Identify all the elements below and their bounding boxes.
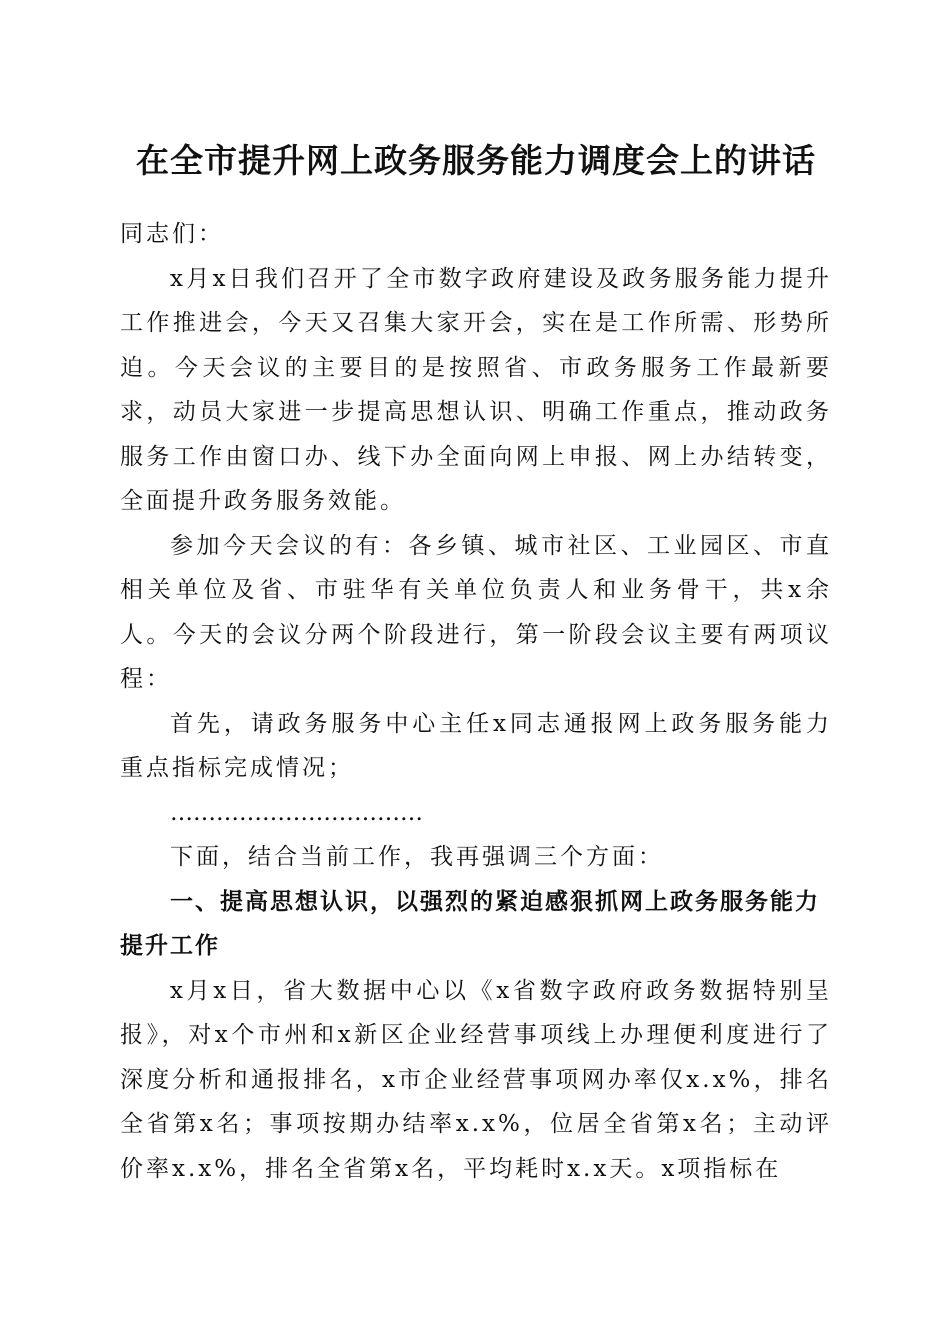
salutation: 同志们： [120, 221, 224, 247]
section-heading-1: 一、提高思想认识，以强烈的紧迫感狠抓网上政务服务能力提升工作 [120, 888, 820, 959]
ellipsis-line: …………………………… [170, 799, 423, 826]
paragraph-agenda-first: 首先，请政务服务中心主任x同志通报网上政务服务能力重点指标完成情况； [120, 710, 832, 781]
paragraph-section-1: x月x日，省大数据中心以《x省数字政府政务数据特别呈报》，对x个市州和x新区企业经营事项线上办理便利度进行了深度分析和通报排名，x市企业经营事项网办率仅x.x%，排名全省第x名；事项按期办结率x.x%，位居全省第x名；主动评价率x.x%，排名全省第x名，平均耗时x.x天。x项指标在 [120, 977, 832, 1182]
paragraph-transition: 下面，结合当前工作，我再强调三个方面： [170, 844, 664, 870]
page-title: 在全市提升网上政务服务能力调度会上的讲话 [136, 141, 816, 180]
document-body [120, 136, 832, 1191]
paragraph-intro: x月x日我们召开了全市数字政府建设及政务服务能力提升工作推进会，今天又召集大家开会，实在是工作所需、形势所迫。今天会议的主要目的是按照省、市政务服务工作最新要求，动员大家进一步提高思想认识、明确工作重点，推动政务服务工作由窗口办、线下办全面向网上申报、网上办结转变，全面提升政务服务效能。 [120, 265, 832, 514]
paragraph-attendees: 参加今天会议的有：各乡镇、城市社区、工业园区、市直相关单位及省、市驻华有关单位负责人和业务骨干，共x余人。今天的会议分两个阶段进行，第一阶段会议主要有两项议程： [120, 532, 832, 692]
